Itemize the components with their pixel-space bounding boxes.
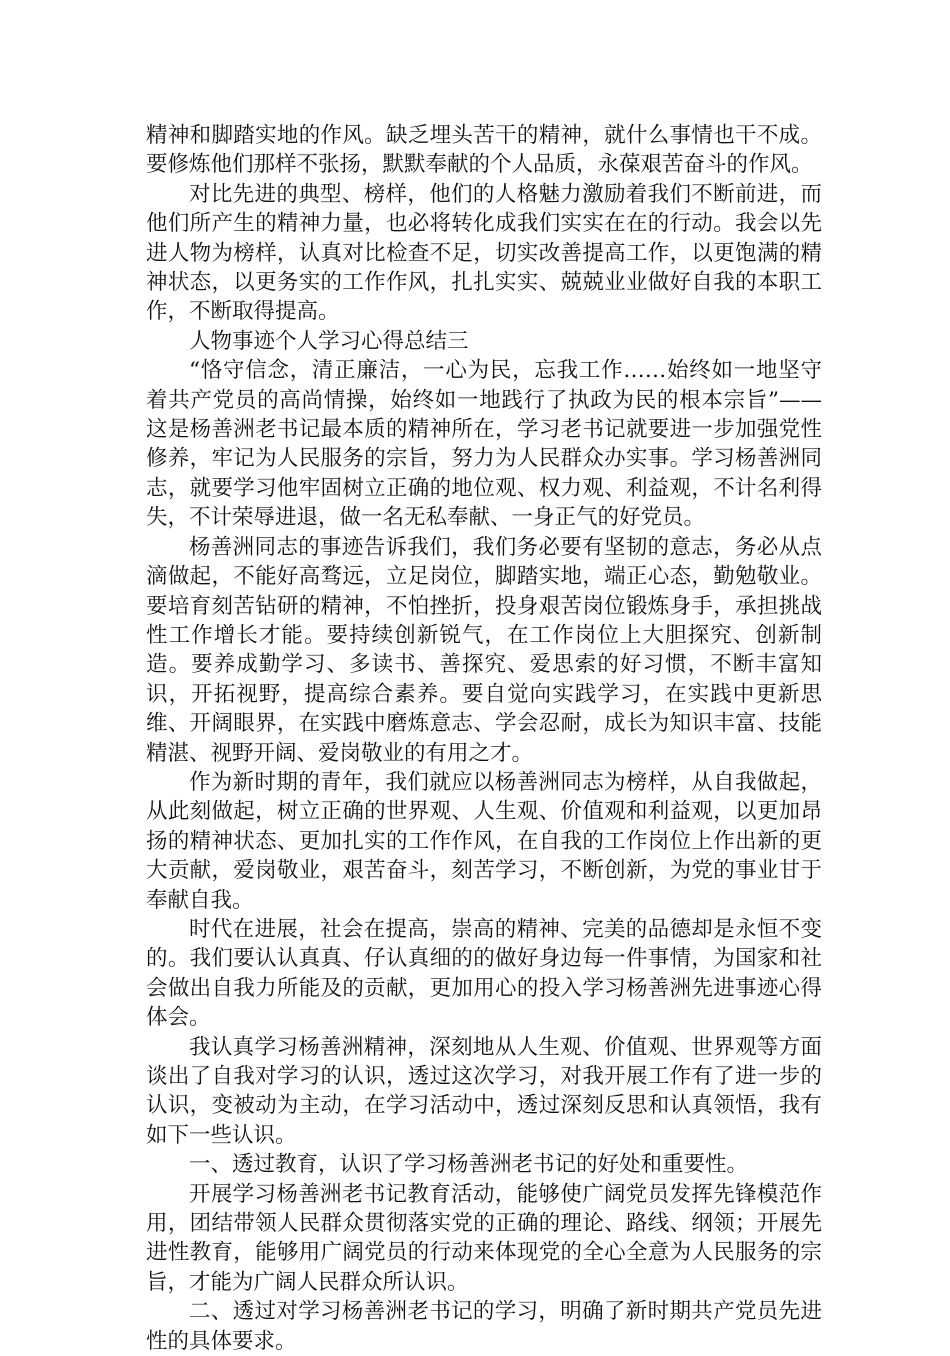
- paragraph-8: 一、透过教育，认识了学习杨善洲老书记的好处和重要性。: [189, 1152, 749, 1178]
- paragraph-5: 作为新时期的青年，我们就应以杨善洲同志为榜样，从自我做起，从此刻做起，树立正确的世界观、人生观、价值观和利益观，以更加昂扬的精神状态、更加扎实的工作作风，在自我的工作岗位上作出新的更大贡献，爱岗敬业，艰苦奋斗，刻苦学习，不断创新，为党的事业甘于奉献自我。: [146, 769, 822, 913]
- paragraph-1: 精神和脚踏实地的作风。缺乏埋头苦干的精神，就什么事情也干不成。要修炼他们那样不张扬，默默奉献的个人品质，永葆艰苦奋斗的作风。: [146, 123, 822, 178]
- section-heading: 人物事迹个人学习心得总结三: [189, 328, 469, 354]
- paragraph-7: 我认真学习杨善洲精神，深刻地从人生观、价值观、世界观等方面谈出了自我对学习的认识，透过这次学习，对我开展工作有了进一步的认识，变被动为主动，在学习活动中，透过深刻反思和认真领悟，我有如下一些认识。: [146, 1034, 822, 1148]
- paragraph-3: “恪守信念，清正廉洁，一心为民，忘我工作……始终如一地坚守着共产党员的高尚情操，始终如一地践行了执政为民的根本宗旨”——这是杨善洲老书记最本质的精神所在，学习老书记就要进一步加强党性修养，牢记为人民服务的宗旨，努力为人民群众办实事。学习杨善洲同志，就要学习他牢固树立正确的地位观、权力观、利益观，不计名利得失，不计荣辱进退，做一名无私奉献、一身正气的好党员。: [146, 358, 822, 531]
- paragraph-6: 时代在进展，社会在提高，崇高的精神、完美的品德却是永恒不变的。我们要认认真真、仔认真细的的做好身边每一件事情，为国家和社会做出自我力所能及的贡献，更加用心的投入学习杨善洲先进事迹心得体会。: [146, 916, 822, 1031]
- paragraph-4: 杨善洲同志的事迹告诉我们，我们务必要有坚韧的意志，务必从点滴做起，不能好高骛远，立足岗位，脚踏实地，端正心态，勤勉敬业。要培育刻苦钻研的精神，不怕挫折，投身艰苦岗位锻炼身手，承担挑战性工作增长才能。要持续创新锐气，在工作岗位上大胆探究、创新制造。要养成勤学习、多读书、善探究、爱思索的好习惯，不断丰富知识，开拓视野，提高综合素养。要自觉向实践学习，在实践中更新思维、开阔眼界，在实践中磨炼意志、学会忍耐，成长为知识丰富、技能精湛、视野开阔、爱岗敬业的有用之才。: [146, 534, 822, 766]
- document-body: [146, 121, 822, 1356]
- paragraph-9: 开展学习杨善洲老书记教育活动，能够使广阔党员发挥先锋模范作用，团结带领人民群众贯彻落实党的正确的理论、路线、纲领；开展先进性教育，能够用广阔党员的行动来体现党的全心全意为人民服务的宗旨，才能为广阔人民群众所认识。: [146, 1181, 822, 1295]
- paragraph-2: 对比先进的典型、榜样，他们的人格魅力激励着我们不断前进，而他们所产生的精神力量，也必将转化成我们实实在在的行动。我会以先进人物为榜样，认真对比检查不足，切实改善提高工作，以更饱满的精神状态，以更务实的工作作风，扎扎实实、兢兢业业做好自我的本职工作，不断取得提高。: [146, 181, 822, 325]
- paragraph-10: 二、透过对学习杨善洲老书记的学习，明确了新时期共产党员先进性的具体要求。: [146, 1299, 822, 1354]
